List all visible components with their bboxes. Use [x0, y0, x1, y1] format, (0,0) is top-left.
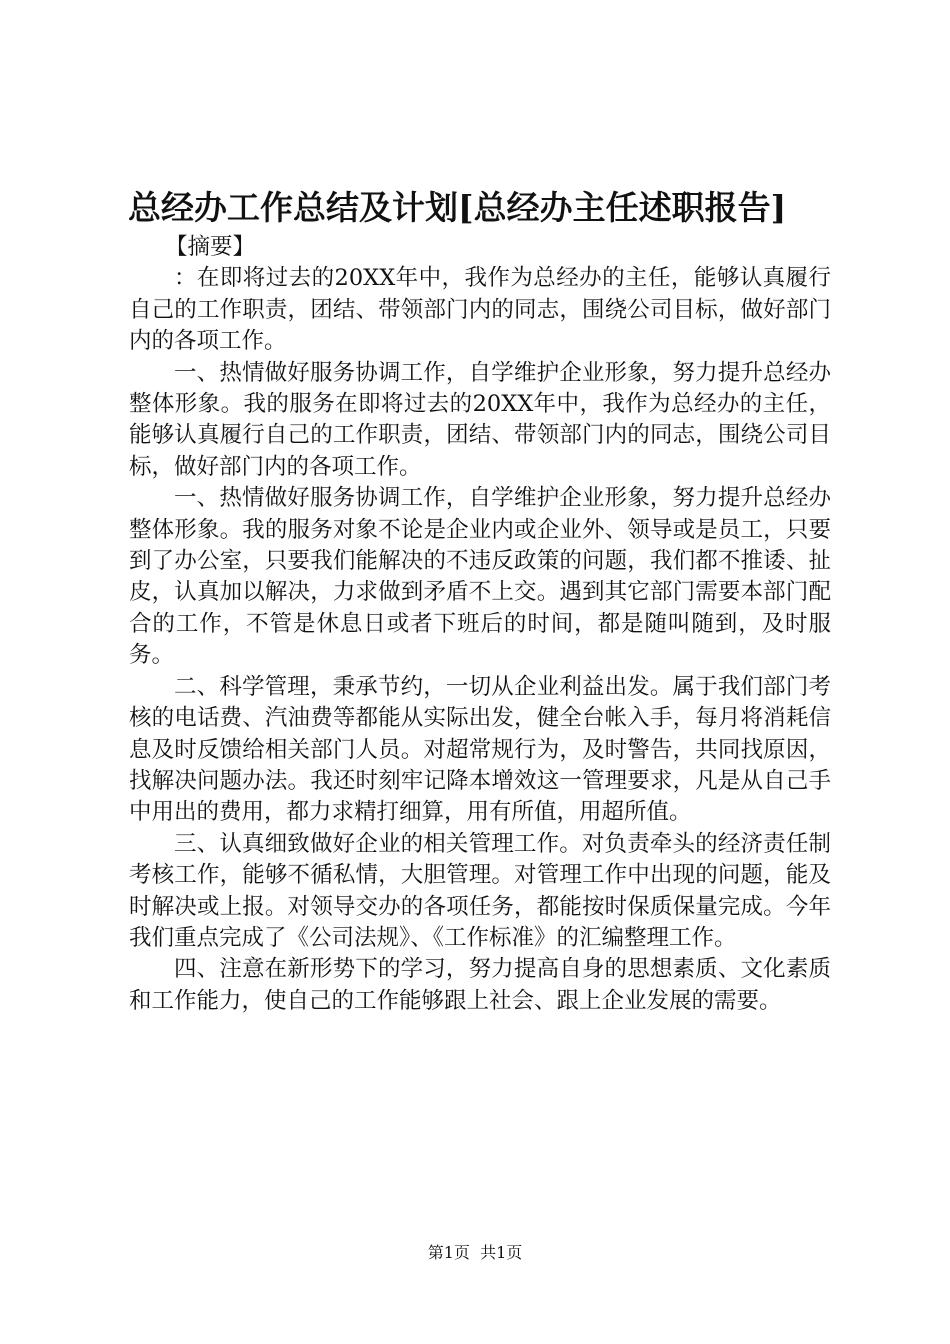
- abstract-label: 【摘要】: [165, 234, 256, 260]
- body-paragraph: ：在即将过去的20XX年中，我作为总经办的主任，能够认真履行自己的工作职责，团结、带领部门内的同志，围绕公司目标，做好部门内的各项工作。: [129, 265, 831, 355]
- body-paragraph: 三、认真细致做好企业的相关管理工作。对负责牵头的经济责任制考核工作，能够不循私情，大胆管理。对管理工作中出现的问题，能及时解决或上报。对领导交办的各项任务，都能按时保质保量完成。今年我们重点完成了《公司法规》、《工作标准》的汇编整理工作。: [129, 830, 831, 951]
- body-paragraph: 一、热情做好服务协调工作，自学维护企业形象，努力提升总经办整体形象。我的服务对象不论是企业内或企业外、领导或是员工，只要到了办公室，只要我们能解决的不违反政策的问题，我们都不推诿、扯皮，认真加以解决，力求做到矛盾不上交。遇到其它部门需要本部门配合的工作，不管是休息日或者下班后的时间，都是随叫随到，及时服务。: [129, 485, 831, 669]
- body-paragraph: 一、热情做好服务协调工作，自学维护企业形象，努力提升总经办整体形象。我的服务在即将过去的20XX年中，我作为总经办的主任，能够认真履行自己的工作职责，团结、带领部门内的同志，围绕公司目标，做好部门内的各项工作。: [129, 359, 831, 480]
- document-title: 总经办工作总结及计划[总经办主任述职报告]: [128, 188, 787, 227]
- body-paragraph: 四、注意在新形势下的学习，努力提高自身的思想素质、文化素质和工作能力，使自己的工作能够跟上社会、跟上企业发展的需要。: [129, 956, 831, 1014]
- document-body: [129, 232, 831, 1017]
- page-footer: 第1页 共1页: [427, 1243, 523, 1262]
- body-paragraph: 二、科学管理，秉承节约，一切从企业利益出发。属于我们部门考核的电话费、汽油费等都能从实际出发，健全台帐入手，每月将消耗信息及时反馈给相关部门人员。对超常规行为，及时警告，共同找原因，找解决问题办法。我还时刻牢记降本增效这一管理要求，凡是从自己手中用出的费用，都力求精打细算，用有所值，用超所值。: [129, 673, 831, 826]
